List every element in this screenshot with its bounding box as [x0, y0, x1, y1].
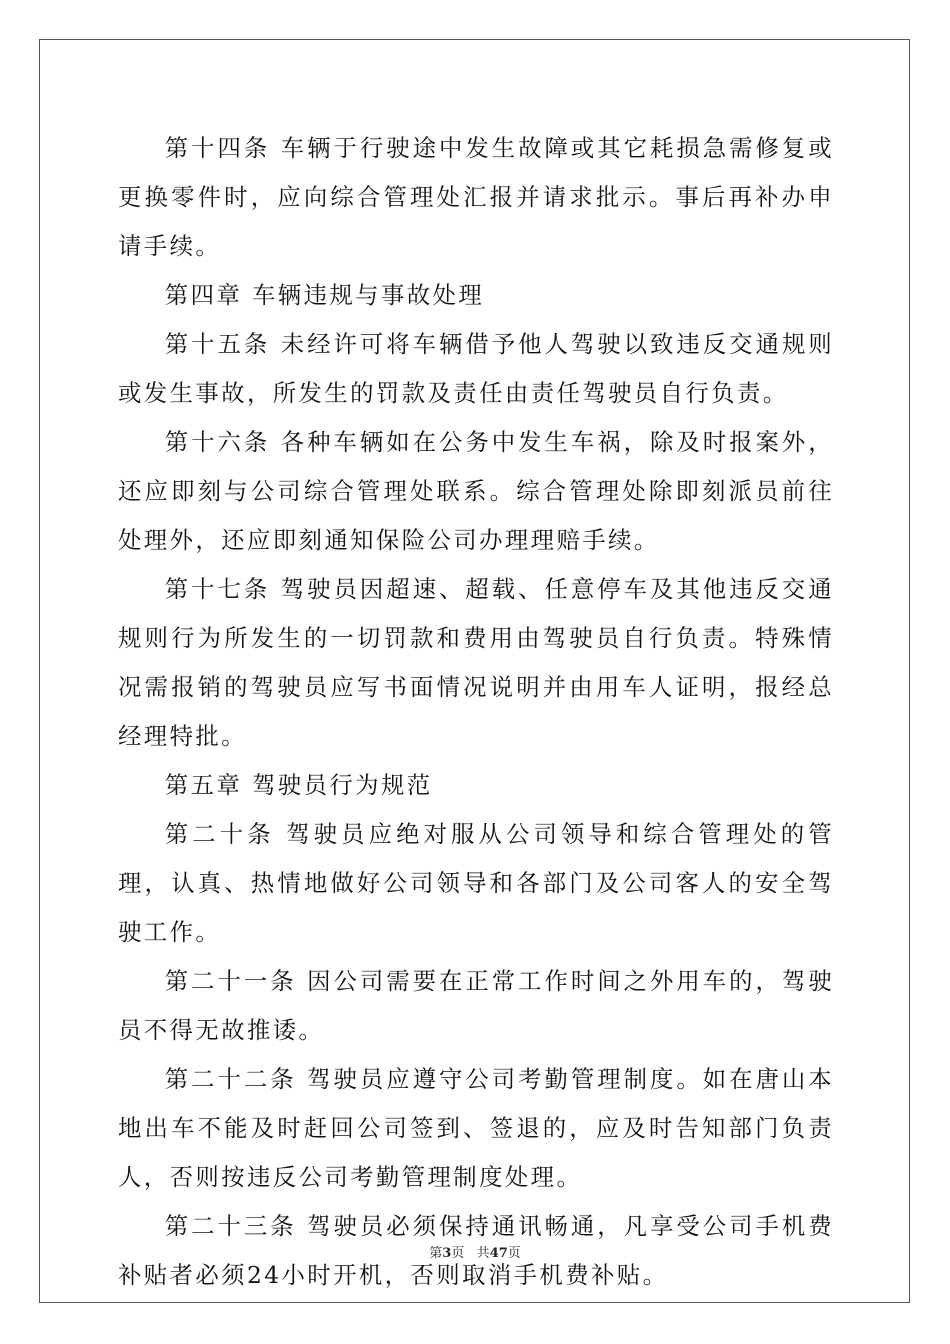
article-23: 第二十三条 驾驶员必须保持通讯畅通，凡享受公司手机费补贴者必须24小时开机，否则取消手机费补贴。 — [118, 1212, 834, 1289]
article-20: 第二十条 驾驶员应绝对服从公司领导和综合管理处的管理，认真、热情地做好公司领导和各部门及公司客人的安全驾驶工作。 — [118, 820, 834, 946]
article-16: 第十六条 各种车辆如在公务中发生车祸，除及时报案外，还应即刻与公司综合管理处联系。综合管理处除即刻派员前往处理外，还应即刻通知保险公司办理理赔手续。 — [118, 428, 834, 554]
article-22: 第二十二条 驾驶员应遵守公司考勤管理制度。如在唐山本地出车不能及时赶回公司签到、签退的，应及时告知部门负责人，否则按违反公司考勤管理制度处理。 — [118, 1065, 834, 1191]
page-suffix: 页 — [451, 1246, 465, 1261]
page-number: 3 — [442, 1246, 452, 1261]
document-body — [118, 124, 834, 1300]
article-17: 第十七条 驾驶员因超速、超载、任意停车及其他违反交通规则行为所发生的一切罚款和费用由驾驶员自行负责。特殊情况需报销的驾驶员应写书面情况说明并由用车人证明，报经总经理特批。 — [118, 575, 834, 750]
chapter-4-heading: 第四章 车辆违规与事故处理 — [164, 281, 485, 309]
total-suffix: 页 — [507, 1246, 521, 1261]
article-21: 第二十一条 因公司需要在正常工作时间之外用车的，驾驶员不得无故推诿。 — [118, 967, 834, 1044]
page-prefix: 第 — [429, 1246, 443, 1261]
total-prefix: 共 — [476, 1246, 490, 1261]
article-15: 第十五条 未经许可将车辆借予他人驾驶以致违反交通规则或发生事故，所发生的罚款及责任由责任驾驶员自行负责。 — [118, 330, 834, 407]
page-footer — [0, 1242, 950, 1261]
article-14: 第十四条 车辆于行驶途中发生故障或其它耗损急需修复或更换零件时，应向综合管理处汇报并请求批示。事后再补办申请手续。 — [118, 134, 834, 260]
total-pages: 47 — [489, 1246, 508, 1261]
chapter-5-heading: 第五章 驾驶员行为规范 — [164, 771, 433, 799]
